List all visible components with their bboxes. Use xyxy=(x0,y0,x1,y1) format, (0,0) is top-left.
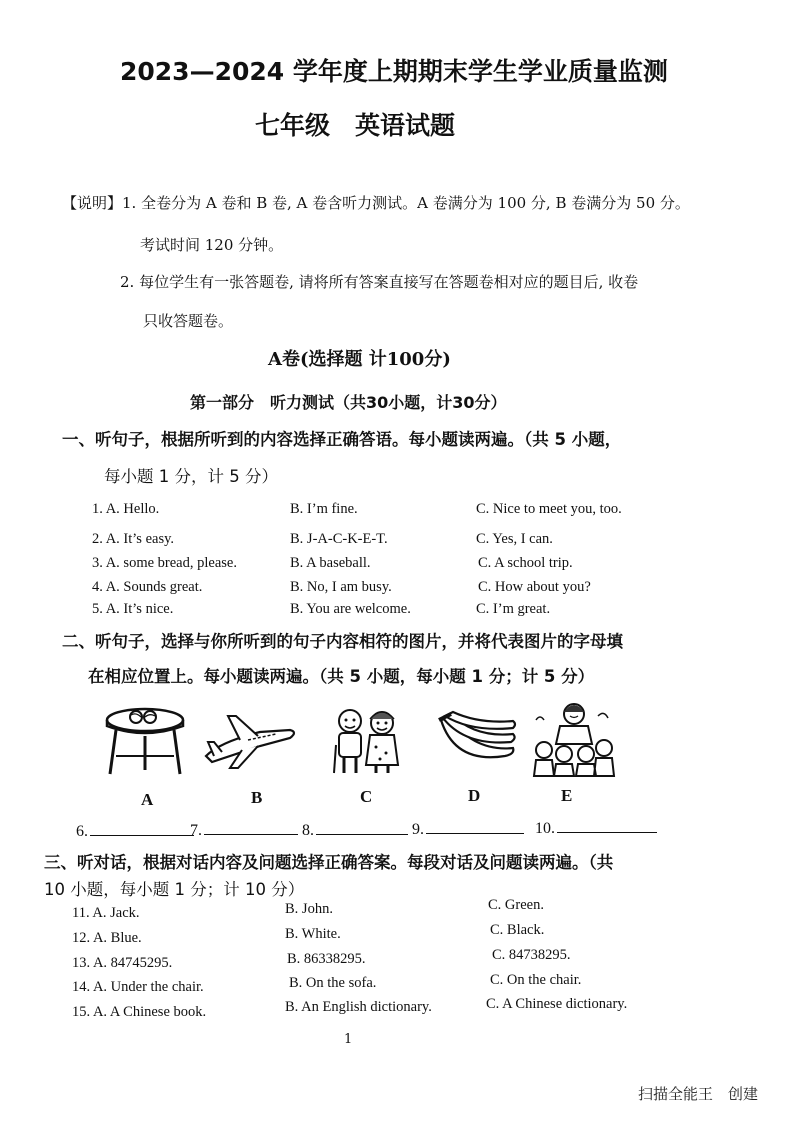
q1-row4-b: B. No, I am busy. xyxy=(290,579,392,595)
blank-number: 9. xyxy=(412,821,424,838)
picture-label-b: B xyxy=(251,788,263,807)
blank-number: 6. xyxy=(76,823,88,840)
q3-row4-c: C. On the chair. xyxy=(490,972,582,988)
q3-heading-cont: 10 小题，每小题 1 分；计 10 分） xyxy=(44,880,305,899)
q3-row3-c: C. 84738295. xyxy=(492,947,571,963)
q3-row3-b: B. 86338295. xyxy=(287,951,366,967)
q1-row3-a: 3. A. some bread, please. xyxy=(92,555,237,571)
q1-row1-a: 1. A. Hello. xyxy=(92,501,160,517)
q2-heading-cont: 在相应位置上。每小题读两遍。（共 5 小题，每小题 1 分；计 5 分） xyxy=(88,667,595,686)
q1-heading-cont: 每小题 1 分，计 5 分） xyxy=(104,467,278,486)
q3-row1-c: C. Green. xyxy=(488,897,544,913)
blank-number: 10. xyxy=(535,820,555,837)
q1-row2-c: C. Yes, I can. xyxy=(476,531,553,547)
scanner-watermark: 扫描全能王 创建 xyxy=(638,1085,759,1103)
picture-airplane-icon xyxy=(200,712,300,772)
picture-people-gathering-icon xyxy=(530,700,615,778)
q1-row3-c: C. A school trip. xyxy=(478,555,573,571)
instructions-item1: 1. 全卷分为 A 卷和 B 卷, A 卷含听力测试。A 卷满分为 100 分, B 卷满分为 50 分。 xyxy=(122,194,690,212)
page-number: 1 xyxy=(344,1032,353,1047)
q3-row2-c: C. Black. xyxy=(490,922,545,938)
answer-blank-7[interactable] xyxy=(190,820,298,840)
instructions-item1-cont: 考试时间 120 分钟。 xyxy=(140,236,284,254)
q1-row5-b: B. You are welcome. xyxy=(290,601,411,617)
answer-blank-10[interactable] xyxy=(535,818,657,838)
q1-row1-b: B. I’m fine. xyxy=(290,501,358,517)
answer-blank-8[interactable] xyxy=(302,820,408,840)
instructions-label: 【说明】 xyxy=(62,194,123,212)
q3-row4-b: B. On the sofa. xyxy=(289,975,377,991)
q3-row4-a: 14. A. Under the chair. xyxy=(72,979,204,995)
q3-row5-a: 15. A. A Chinese book. xyxy=(72,1004,207,1020)
picture-bananas-icon xyxy=(435,712,520,772)
picture-label-d: D xyxy=(468,786,481,805)
picture-label-a: A xyxy=(141,790,154,809)
q3-row5-c: C. A Chinese dictionary. xyxy=(486,996,628,1012)
picture-label-e: E xyxy=(561,786,573,805)
q1-heading: 一、听句子，根据所听到的内容选择正确答语。每小题读两遍。（共 5 小题， xyxy=(62,430,622,449)
q1-row2-a: 2. A. It’s easy. xyxy=(92,531,175,547)
blank-number: 8. xyxy=(302,822,314,839)
picture-grandparents-icon xyxy=(330,705,405,777)
q1-row2-b: B. J-A-C-K-E-T. xyxy=(290,531,388,547)
q1-row1-c: C. Nice to meet you, too. xyxy=(476,501,622,517)
section-a-title: A卷(选择题 计100分) xyxy=(268,349,451,370)
q3-row1-a: 11. A. Jack. xyxy=(72,905,140,921)
blank-number: 7. xyxy=(190,822,202,839)
q1-row5-c: C. I’m great. xyxy=(476,601,551,617)
q3-row5-b: B. An English dictionary. xyxy=(285,999,432,1015)
exam-subtitle: 七年级 英语试题 xyxy=(255,111,456,140)
q3-row2-a: 12. A. Blue. xyxy=(72,930,142,946)
q3-row1-b: B. John. xyxy=(285,901,333,917)
picture-label-c: C xyxy=(360,787,373,806)
q1-row4-c: C. How about you? xyxy=(478,579,591,595)
q3-row3-a: 13. A. 84745295. xyxy=(72,955,173,971)
q1-row5-a: 5. A. It’s nice. xyxy=(92,601,174,617)
q3-row2-b: B. White. xyxy=(285,926,341,942)
q2-heading: 二、听句子，选择与你所听到的句子内容相符的图片，并将代表图片的字母填 xyxy=(62,632,623,651)
instructions-item2: 2. 每位学生有一张答题卷, 请将所有答案直接写在答题卷相对应的题目后, 收卷 xyxy=(120,273,639,291)
picture-table-icon xyxy=(100,700,190,780)
exam-title: 2023—2024 学年度上期期末学生学业质量监测 xyxy=(120,57,668,86)
answer-blank-9[interactable] xyxy=(412,819,524,839)
answer-blank-6[interactable] xyxy=(76,821,194,841)
q1-row3-b: B. A baseball. xyxy=(290,555,371,571)
instructions-line1 xyxy=(62,192,690,213)
q3-heading: 三、听对话，根据对话内容及问题选择正确答案。每段对话及问题读两遍。（共 xyxy=(44,853,614,872)
instructions-item2-cont: 只收答题卷。 xyxy=(143,312,234,330)
q1-row4-a: 4. A. Sounds great. xyxy=(92,579,203,595)
part1-title: 第一部分 听力测试（共30小题，计30分） xyxy=(190,393,507,412)
